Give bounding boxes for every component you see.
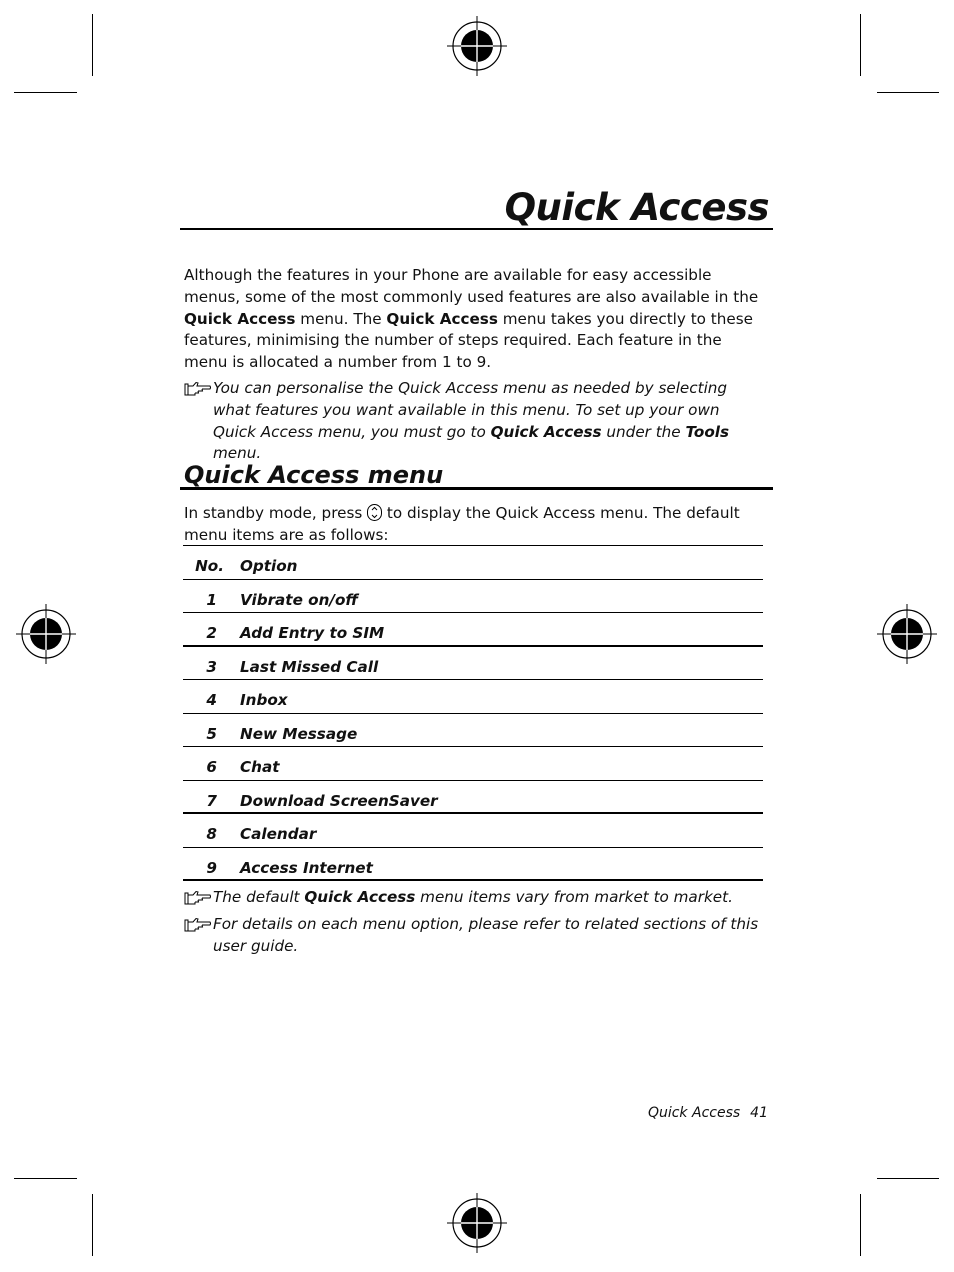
table-row <box>183 714 763 748</box>
page-footer <box>600 1103 768 1123</box>
note-market-variation <box>184 887 764 909</box>
intro-text: menu takes you directly to these features, minimising the number of steps required. Each feature in the menu is allocated a number from 1 to 9. <box>184 309 753 372</box>
registration-mark-icon <box>447 16 507 76</box>
row-number: 9 <box>206 858 217 877</box>
registration-mark-icon <box>877 604 937 664</box>
intro-bold-term: Quick Access <box>386 309 498 328</box>
row-option: Access Internet <box>240 858 373 877</box>
pointing-hand-icon <box>184 890 212 906</box>
pointing-hand-icon <box>184 917 212 933</box>
note-personalise <box>184 378 764 465</box>
intro-text: Although the features in your Phone are available for easy accessible menus, some of the most commonly used features are also available in the <box>184 266 759 306</box>
crop-mark <box>92 14 93 76</box>
row-number: 5 <box>206 724 217 743</box>
page-number: 41 <box>750 1105 768 1121</box>
row-option: Chat <box>240 758 280 776</box>
standby-text: to display the Quick Access menu. The default menu items are as follows: <box>184 504 740 544</box>
crop-mark <box>92 1194 93 1256</box>
registration-mark-icon <box>447 1193 507 1253</box>
intro-paragraph <box>184 265 769 374</box>
note-text: menu items vary from market to market. <box>415 888 733 906</box>
crop-mark <box>14 1178 77 1179</box>
row-option: Inbox <box>240 691 288 709</box>
crop-mark <box>877 92 939 93</box>
crop-mark <box>877 1178 939 1179</box>
table-row <box>183 848 763 882</box>
column-header-no: No. <box>195 557 224 575</box>
row-number: 1 <box>206 590 217 609</box>
note-bold-term: Quick Access <box>304 888 416 906</box>
standby-text: In standby mode, press <box>184 504 368 522</box>
table-row <box>183 747 763 781</box>
footer-label: Quick Access <box>647 1105 741 1121</box>
standby-paragraph <box>184 502 764 546</box>
table-row <box>183 814 763 848</box>
quick-access-menu-table <box>183 545 763 881</box>
pointing-hand-icon <box>184 381 212 397</box>
row-number: 6 <box>206 758 217 776</box>
navigation-key-icon <box>367 504 382 521</box>
row-number: 8 <box>206 825 217 843</box>
row-option: Add Entry to SIM <box>240 624 385 642</box>
intro-bold-term: Quick Access <box>184 309 296 328</box>
row-number: 4 <box>206 691 217 709</box>
page-title: Quick Access <box>180 186 773 230</box>
note-text: For details on each menu option, please refer to related sections of this user guide. <box>213 915 759 955</box>
note-bold-term: Tools <box>685 422 729 441</box>
intro-text: menu. The <box>295 309 387 328</box>
table-row <box>183 680 763 714</box>
row-option: Last Missed Call <box>240 657 379 676</box>
table-row <box>183 580 763 614</box>
registration-mark-icon <box>16 604 76 664</box>
row-option: Download ScreenSaver <box>240 791 438 810</box>
row-number: 2 <box>206 624 217 642</box>
note-text: The default <box>213 888 305 906</box>
section-heading: Quick Access menu <box>180 458 773 490</box>
note-details <box>184 914 764 958</box>
row-option: Vibrate on/off <box>240 590 359 609</box>
note-bold-term: Quick Access <box>490 422 602 441</box>
table-header-row <box>183 546 763 580</box>
row-option: New Message <box>240 724 358 743</box>
table-row <box>183 781 763 815</box>
row-number: 7 <box>206 791 217 810</box>
column-header-option: Option <box>240 557 298 575</box>
crop-mark <box>860 1194 861 1256</box>
crop-mark <box>860 14 861 76</box>
table-row <box>183 613 763 647</box>
note-text: You can personalise the Quick Access menu as needed by selecting what features you want available in this menu. To set up your own Quick Access menu, you must go to <box>213 379 728 441</box>
note-text: under the <box>601 422 686 441</box>
row-number: 3 <box>206 657 217 676</box>
table-row <box>183 647 763 681</box>
crop-mark <box>14 92 77 93</box>
note-text: menu. <box>213 444 262 463</box>
row-option: Calendar <box>240 825 317 843</box>
